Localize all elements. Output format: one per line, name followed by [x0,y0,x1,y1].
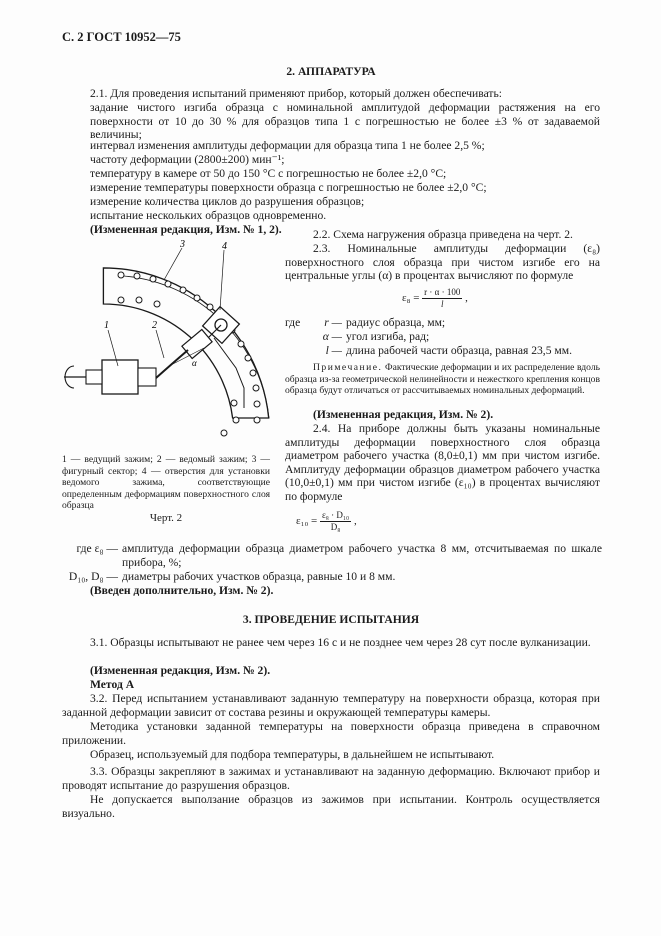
definitions-table [312,316,602,358]
paragraph-3-2b: Методика установки заданной температуры на поверхности образца приведена в справочном приложении. [62,720,600,747]
list-item: температуру в камере от 50 до 150 °С с погрешностью не более ±2,0 °С; [90,167,447,180]
paragraph-2-3: 2.3. Номинальные амплитуды деформации (ε₈) поверхностного слоя образца при чистом изгибе его на центральные углы (α) в процентах вычисляют по формуле [285,242,600,283]
paragraph-3-2c: Образец, используемый для подбора температуры, в дальнейшем не испытывают. [90,748,495,761]
label-3: 3 [180,239,185,250]
amendment-note: (Введен дополнительно, Изм. № 2). [90,584,274,597]
list-item: интервал изменения амплитуды деформации для образца типа 1 не более 2,5 %; [90,139,485,152]
section-2-title: 2. АППАРАТУРА [286,65,376,78]
svg-text:α: α [192,358,197,368]
note: Примечание. Фактические деформации и их распределение вдоль образца из-за геометрической нелинейности и нежесткого крепления концов образца будут отличаться от рассчитываемых номинальных деформаций. [285,362,600,397]
formula-2: ε₁₀ = $\frac{\text{ε₈ · D₁₀}}{\text{D₈}}$ , [296,510,357,532]
figure-caption: 1 — ведущий зажим; 2 — ведомый зажим; 3 — фигурный сектор; 4 — отверстия для установки ведомого зажима, соответствующие определенным деформациям поверхностного слоя образца [62,454,270,512]
paragraph-3-1: 3.1. Образцы испытывают не ранее чем через 16 с и не позднее чем через 28 сут после вулканизации. [90,636,591,649]
amendment-note: (Измененная редакция, Изм. № 1, 2). [90,223,282,236]
definition-row: l — длина рабочей части образца, равная 23,5 мм. [325,344,572,357]
paragraph-2-1: 2.1. Для проведения испытаний применяют прибор, который должен обеспечивать: [90,87,502,100]
list-item: частоту деформации (2800±200) мин⁻¹; [90,153,285,166]
formula-1: ε₈ = $\frac{r \cdot \alpha \cdot 100}{l}$ , [402,287,468,309]
figure-diagram [64,238,274,438]
list-item: задание чистого изгиба образца с номинальной амплитудой деформации растяжения на его поверхности от 10 до 30 % для образцов типа 1 с погрешностью не более ±3 % от задаваемой величины; [90,101,600,142]
list-item: испытание нескольких образцов одновременно. [90,209,327,222]
amendment-note: (Измененная редакция, Изм. № 2). [313,408,494,421]
page-header: С. 2 ГОСТ 10952—75 [62,30,181,44]
section-3-title: 3. ПРОВЕДЕНИЕ ИСПЫТАНИЯ [242,613,420,626]
definition-row: r — радиус образца, мм; [324,316,446,329]
amendment-note: (Измененная редакция, Изм. № 2). [90,664,271,677]
paragraph-3-3: 3.3. Образцы закрепляют в зажимах и устанавливают на заданную деформацию. Включают прибор и проводят испытание до разрушения образцов. [62,765,600,792]
paragraph-2-4: 2.4. На приборе должны быть указаны номинальные амплитуды деформации поверхностного слоя образца диаметром рабочего участка (8,0±0,1) мм при чистом изгибе. Амплитуду деформации образцов диаметром рабочего участка (10,0±0,1) мм при чистом изгибе (ε₁₀) в процентах вычисляют по формуле [285,422,600,503]
list-item: измерение температуры поверхности образца с погрешностью не более ±2,0 °С; [90,181,487,194]
label-4: 4 [222,241,227,252]
definition-row: где ε₈ — амплитуда деформации образца диаметром рабочего участка 8 мм, отсчитываемая по шкале прибора, %; [76,542,602,569]
paragraph-3-2: 3.2. Перед испытанием устанавливают заданную температуру на поверхности образца, которая при заданной деформации зависит от состава резины и окружающей температуры камеры. [62,692,600,719]
method-heading: Метод А [90,678,135,691]
definitions-table-2 [62,542,602,584]
paragraph-2-2: 2.2. Схема нагружения образца приведена на черт. 2. [313,228,573,241]
where-label: где [285,316,301,329]
definition-row: D₁₀, D₈ — диаметры рабочих участков образца, равные 10 и 8 мм. [68,570,396,583]
definition-row: α — угол изгиба, рад; [322,330,430,343]
paragraph-3-3b: Не допускается выползание образцов из зажимов при испытании. Контроль осуществляется визуально. [62,793,600,820]
list-item: измерение количества циклов до разрушения образцов; [90,195,365,208]
bending-device-drawing [64,238,274,438]
label-1: 1 [104,320,109,331]
label-2: 2 [152,320,157,331]
figure-title: Черт. 2 [149,512,183,524]
